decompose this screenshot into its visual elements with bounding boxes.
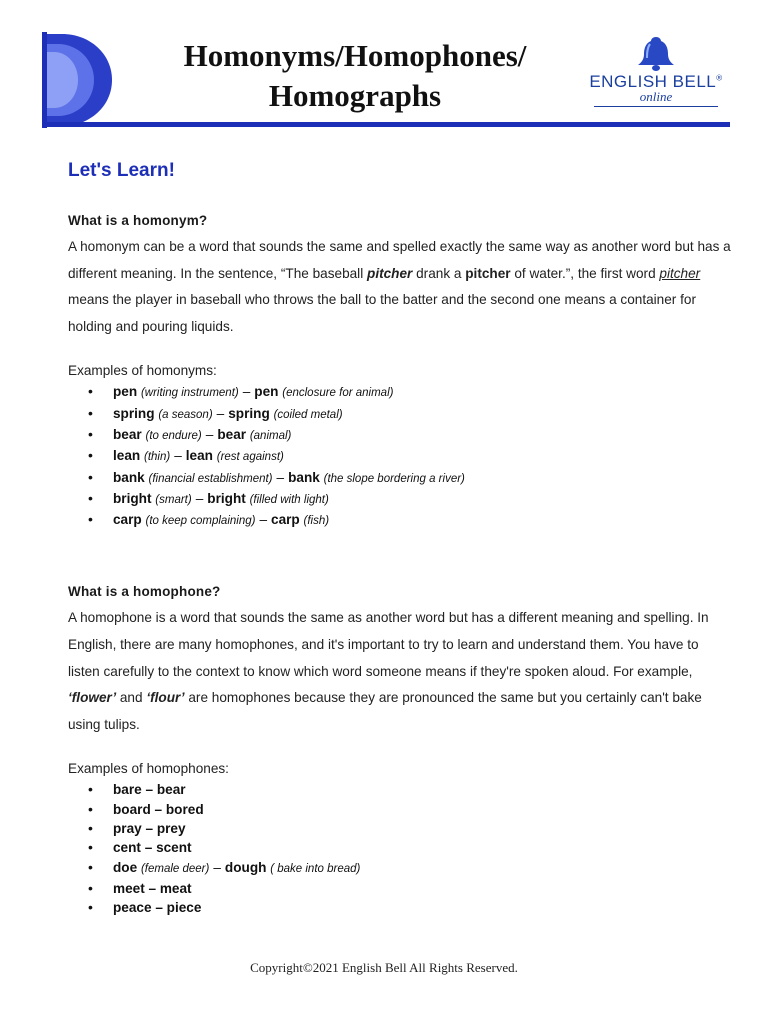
copyright-footer: Copyright©2021 English Bell All Rights Reserved. (250, 960, 518, 975)
bell-icon (636, 34, 676, 72)
list-item: • bank (financial establishment) – bank (the slope bordering a river) (88, 468, 732, 489)
list-item: • lean (thin) – lean (rest against) (88, 446, 732, 467)
title-line-2: Homographs (268, 78, 442, 113)
list-item: • meet – meat (88, 879, 732, 898)
page-title (140, 36, 570, 116)
brand-subtitle: online (639, 89, 673, 104)
homophone-question: What is a homophone? (68, 584, 221, 600)
document-body (68, 158, 732, 918)
list-item: • spring (a season) – spring (coiled metal) (88, 404, 732, 425)
title-line-1: Homonyms/Homophones/ (183, 38, 527, 73)
homonym-paragraph: A homonym can be a word that sounds the same and spelled exactly the same way as another word but has a different meaning. In the sentence, “The baseball pitcher drank a pitcher of water.”, the first word pitcher means the player in baseball who throws the ball to the batter and the second one means a container for holding and pouring liquids. (68, 239, 731, 334)
list-item: • bright (smart) – bright (filled with light) (88, 489, 732, 510)
brand-underline (594, 106, 718, 107)
homophone-paragraph: A homophone is a word that sounds the same as another word but has a different meaning and spelling. In English, there are many homophones, and it's important to try to learn and understand them. You have to listen carefully to the context to know which word someone means if they're spoken aloud. For example, ‘flower’ and ‘flour’ are homophones because they are pronounced the same but you certainly can't bake using tulips. (68, 610, 709, 732)
list-item: • doe (female deer) – dough ( bake into bread) (88, 858, 732, 879)
d-logo-icon (40, 30, 120, 130)
list-item: • pray – prey (88, 819, 732, 838)
list-item: • bear (to endure) – bear (animal) (88, 425, 732, 446)
brand-logo (585, 34, 727, 107)
homonym-question: What is a homonym? (68, 213, 208, 228)
header-divider (44, 122, 730, 127)
homophone-examples-intro: Examples of homophones: (68, 761, 229, 777)
list-item: • pen (writing instrument) – pen (enclosure for animal) (88, 382, 732, 403)
section-heading: Let's Learn! (68, 160, 175, 181)
list-item: • carp (to keep complaining) – carp (fish) (88, 510, 732, 531)
list-item: • peace – piece (88, 898, 732, 917)
homophone-examples-list (68, 780, 732, 917)
homonym-examples-list (68, 382, 732, 531)
homonym-examples-intro: Examples of homonyms: (68, 363, 217, 379)
list-item: • board – bored (88, 800, 732, 819)
list-item: • cent – scent (88, 838, 732, 857)
page-header (0, 0, 768, 135)
list-item: • bare – bear (88, 780, 732, 799)
brand-name: ENGLISH BELL® (589, 72, 723, 91)
